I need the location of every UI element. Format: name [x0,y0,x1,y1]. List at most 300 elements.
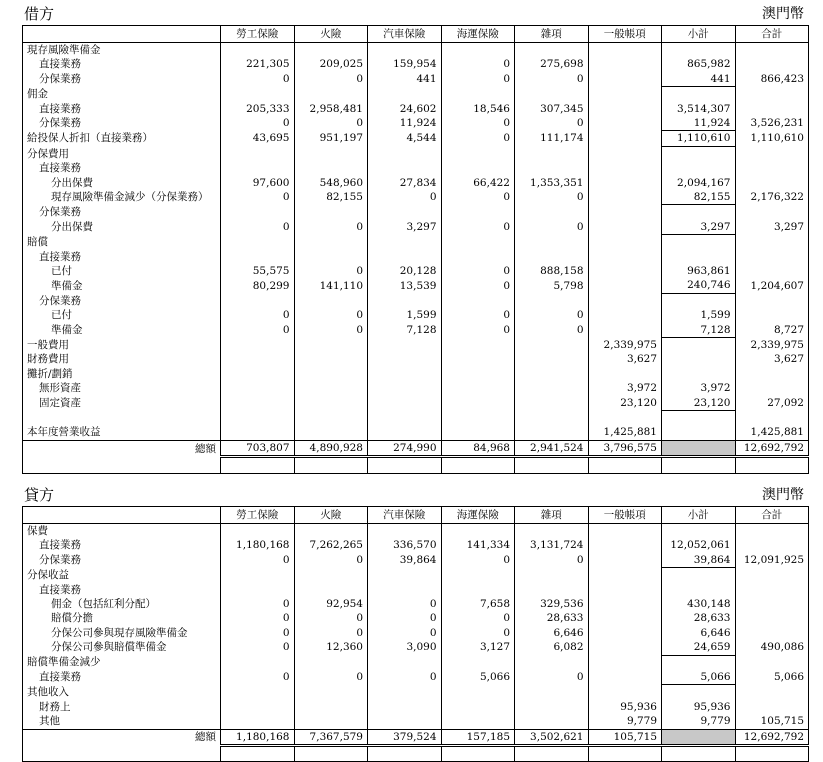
cell [221,293,295,308]
cell [735,685,809,700]
cell: 0 [515,308,589,322]
table-row [23,264,809,278]
cell [441,583,515,597]
cell [588,278,662,293]
cell [294,411,368,426]
cell [221,352,295,366]
cell: 9,779 [588,714,662,729]
cell [662,367,736,381]
column-header: 合計 [735,26,809,43]
credit-table [22,506,809,762]
cell [515,293,589,308]
row-label: 其他收入 [23,685,221,700]
cell [515,381,589,395]
cell [294,146,368,161]
cell: 1,353,351 [515,176,589,190]
cell: 27,092 [735,396,809,411]
cell: 3,131,724 [515,538,589,552]
spacer-cell [294,457,368,473]
cell [368,293,442,308]
cell: 0 [368,190,442,205]
cell [515,250,589,264]
cell [368,381,442,395]
cell: 82,155 [662,190,736,205]
column-header: 火險 [294,507,368,524]
cell [735,411,809,426]
table-row [23,116,809,131]
credit-section [22,484,808,762]
cell [588,568,662,583]
cell: 3,127 [441,640,515,655]
cell [294,87,368,102]
cell [294,714,368,729]
cell: 441 [368,72,442,87]
cell [221,685,295,700]
table-row [23,131,809,146]
cell [662,205,736,220]
cell [735,626,809,640]
cell [515,87,589,102]
cell [368,524,442,539]
total-blank-cell [662,440,736,456]
cell [588,411,662,426]
cell: 441 [662,72,736,87]
cell: 159,954 [368,57,442,71]
cell: 2,339,975 [588,338,662,353]
cell [368,146,442,161]
cell [662,425,736,440]
cell: 28,633 [515,611,589,625]
row-label: 本年度營業收益 [23,425,221,440]
cell [588,87,662,102]
credit-table-body [23,524,809,762]
cell [368,583,442,597]
cell: 0 [515,116,589,131]
total-cell: 3,502,621 [515,729,589,745]
cell [221,87,295,102]
row-label: 已付 [23,264,221,278]
table-row [23,425,809,440]
cell: 3,627 [588,352,662,366]
cell [441,235,515,250]
column-header: 一般帳項 [588,26,662,43]
spacer-cell [588,746,662,762]
cell [441,655,515,670]
cell [588,583,662,597]
total-cell: 1,180,168 [221,729,295,745]
column-header: 小計 [662,26,736,43]
cell [588,57,662,71]
cell: 0 [515,220,589,235]
credit-title: 貸方 [24,486,55,504]
cell [441,87,515,102]
cell [368,425,442,440]
cell [294,524,368,539]
row-label: 分保業務 [23,553,221,568]
cell [441,396,515,411]
spacer-cell [368,457,442,473]
row-label-header [23,26,221,43]
table-row [23,176,809,190]
table-row [23,685,809,700]
spacer-cell [441,746,515,762]
table-row [23,553,809,568]
cell: 97,600 [221,176,295,190]
total-label: 總額 [23,440,221,456]
table-row [23,146,809,161]
cell [221,568,295,583]
cell: 1,599 [662,308,736,322]
cell [221,425,295,440]
row-label: 現存風險準備金 [23,43,221,58]
debit-title: 借方 [24,5,55,23]
cell: 0 [221,597,295,611]
cell: 307,345 [515,102,589,116]
row-label: 分保公司參與現存風險準備金 [23,626,221,640]
cell [735,611,809,625]
cell [588,235,662,250]
spacer-cell [515,746,589,762]
spacer-cell [735,457,809,473]
total-cell: 157,185 [441,729,515,745]
cell [515,524,589,539]
cell: 0 [221,640,295,655]
table-row [23,583,809,597]
credit-column-header-row [23,507,809,524]
cell [735,205,809,220]
total-row [23,729,809,745]
cell: 3,627 [735,352,809,366]
cell: 0 [221,220,295,235]
column-header: 汽車保險 [368,26,442,43]
column-header: 汽車保險 [368,507,442,524]
table-row [23,626,809,640]
cell [588,611,662,625]
spacer-row [23,746,809,762]
spacer-cell [662,457,736,473]
cell [294,568,368,583]
cell [515,367,589,381]
cell [662,250,736,264]
cell: 5,066 [662,670,736,685]
table-row [23,102,809,116]
cell [588,367,662,381]
row-label: 分保業務 [23,72,221,87]
table-row [23,714,809,729]
cell [588,102,662,116]
total-cell: 379,524 [368,729,442,745]
cell [368,700,442,714]
table-row [23,700,809,714]
cell [588,524,662,539]
cell: 0 [441,116,515,131]
cell: 951,197 [294,131,368,146]
cell: 2,094,167 [662,176,736,190]
cell [735,655,809,670]
cell: 95,936 [662,700,736,714]
row-label: 直接業務 [23,538,221,552]
cell: 3,972 [662,381,736,395]
cell [588,116,662,131]
row-label: 財務費用 [23,352,221,366]
cell [515,714,589,729]
spacer-row [23,457,809,473]
column-header: 勞工保險 [221,26,295,43]
cell [515,161,589,175]
row-label: 直接業務 [23,57,221,71]
cell: 0 [221,670,295,685]
cell [294,352,368,366]
row-label: 佣金（包括紅利分配） [23,597,221,611]
spacer-cell [221,746,295,762]
row-label: 賠償 [23,235,221,250]
cell: 240,746 [662,278,736,293]
cell: 0 [221,308,295,322]
cell [221,714,295,729]
cell [588,670,662,685]
cell [588,176,662,190]
cell: 3,297 [662,220,736,235]
cell [294,338,368,353]
credit-header [22,484,808,506]
cell [294,367,368,381]
cell: 95,936 [588,700,662,714]
cell: 11,924 [662,116,736,131]
cell [368,352,442,366]
table-row [23,411,809,426]
cell: 24,659 [662,640,736,655]
cell: 0 [441,57,515,71]
cell: 1,425,881 [588,425,662,440]
cell [662,655,736,670]
cell [662,161,736,175]
cell: 18,546 [441,102,515,116]
cell: 3,514,307 [662,102,736,116]
cell [588,293,662,308]
cell [588,43,662,58]
table-row [23,250,809,264]
spacer-cell [515,457,589,473]
row-label: 無形資產 [23,381,221,395]
cell [588,655,662,670]
cell [515,411,589,426]
table-row [23,278,809,293]
cell: 0 [294,553,368,568]
cell [588,597,662,611]
table-row [23,43,809,58]
cell [735,308,809,322]
cell: 1,425,881 [735,425,809,440]
cell: 13,539 [368,278,442,293]
cell [441,411,515,426]
cell: 1,110,610 [662,131,736,146]
table-row [23,308,809,322]
cell: 0 [294,308,368,322]
cell: 3,297 [735,220,809,235]
cell [294,685,368,700]
table-row [23,597,809,611]
spacer-cell [294,746,368,762]
column-header: 一般帳項 [588,507,662,524]
cell: 8,727 [735,323,809,338]
row-label: 保費 [23,524,221,539]
cell [588,538,662,552]
cell [221,338,295,353]
cell [735,102,809,116]
cell: 5,798 [515,278,589,293]
total-cell: 274,990 [368,440,442,456]
cell: 23,120 [662,396,736,411]
spacer-cell [23,457,221,473]
cell: 5,066 [441,670,515,685]
total-cell: 703,807 [221,440,295,456]
cell [221,655,295,670]
cell: 111,174 [515,131,589,146]
cell [662,411,736,426]
cell: 92,954 [294,597,368,611]
cell [515,352,589,366]
cell [294,161,368,175]
cell: 3,526,231 [735,116,809,131]
cell [294,293,368,308]
cell: 0 [441,626,515,640]
cell: 0 [294,220,368,235]
cell [441,685,515,700]
cell [368,396,442,411]
row-label: 分保收益 [23,568,221,583]
cell [515,396,589,411]
cell [588,323,662,338]
cell [735,538,809,552]
debit-currency: 澳門幣 [762,6,804,22]
cell [368,685,442,700]
cell [515,425,589,440]
cell [221,396,295,411]
cell: 0 [515,190,589,205]
cell: 0 [221,72,295,87]
row-label: 賠償準備金減少 [23,655,221,670]
cell: 0 [368,626,442,640]
cell [368,250,442,264]
cell: 1,204,607 [735,278,809,293]
cell: 43,695 [221,131,295,146]
table-row [23,57,809,71]
cell: 55,575 [221,264,295,278]
total-cell: 105,715 [588,729,662,745]
cell [588,553,662,568]
cell: 0 [294,626,368,640]
spacer-cell [735,746,809,762]
cell [441,367,515,381]
cell [368,161,442,175]
cell [294,396,368,411]
column-header: 雜項 [515,26,589,43]
cell [441,700,515,714]
cell [588,264,662,278]
cell [735,87,809,102]
cell: 0 [294,323,368,338]
table-row [23,396,809,411]
cell: 430,148 [662,597,736,611]
cell: 0 [441,278,515,293]
cell: 82,155 [294,190,368,205]
cell: 0 [441,264,515,278]
row-label: 分保費用 [23,146,221,161]
spacer-cell [23,746,221,762]
cell: 0 [441,323,515,338]
cell [294,43,368,58]
table-row [23,205,809,220]
cell [221,235,295,250]
table-row [23,670,809,685]
cell: 12,360 [294,640,368,655]
cell: 0 [368,670,442,685]
cell [515,235,589,250]
cell [441,714,515,729]
debit-section [22,3,808,474]
cell: 866,423 [735,72,809,87]
cell [735,43,809,58]
column-header: 火險 [294,26,368,43]
cell: 0 [441,308,515,322]
cell [294,583,368,597]
cell: 0 [515,670,589,685]
cell: 0 [221,626,295,640]
cell: 7,262,265 [294,538,368,552]
cell [735,146,809,161]
cell [294,250,368,264]
cell [515,583,589,597]
cell [221,367,295,381]
cell: 3,297 [368,220,442,235]
cell [588,205,662,220]
table-row [23,323,809,338]
row-label: 準備金 [23,323,221,338]
row-label: 直接業務 [23,583,221,597]
cell: 865,982 [662,57,736,71]
column-header: 小計 [662,507,736,524]
cell [221,205,295,220]
total-cell: 3,796,575 [588,440,662,456]
cell [441,146,515,161]
cell: 141,110 [294,278,368,293]
table-row [23,524,809,539]
row-label: 分保業務 [23,293,221,308]
cell [735,293,809,308]
cell: 12,052,061 [662,538,736,552]
spacer-cell [662,746,736,762]
cell: 20,128 [368,264,442,278]
cell [735,524,809,539]
cell [662,293,736,308]
cell [441,381,515,395]
cell: 205,333 [221,102,295,116]
table-row [23,293,809,308]
cell [221,161,295,175]
cell [662,685,736,700]
spacer-cell [368,746,442,762]
total-cell: 12,692,792 [735,729,809,745]
total-row [23,440,809,456]
cell: 0 [441,553,515,568]
cell [515,700,589,714]
cell: 548,960 [294,176,368,190]
cell [221,381,295,395]
cell [294,205,368,220]
cell [735,161,809,175]
debit-header [22,3,808,25]
table-row [23,220,809,235]
